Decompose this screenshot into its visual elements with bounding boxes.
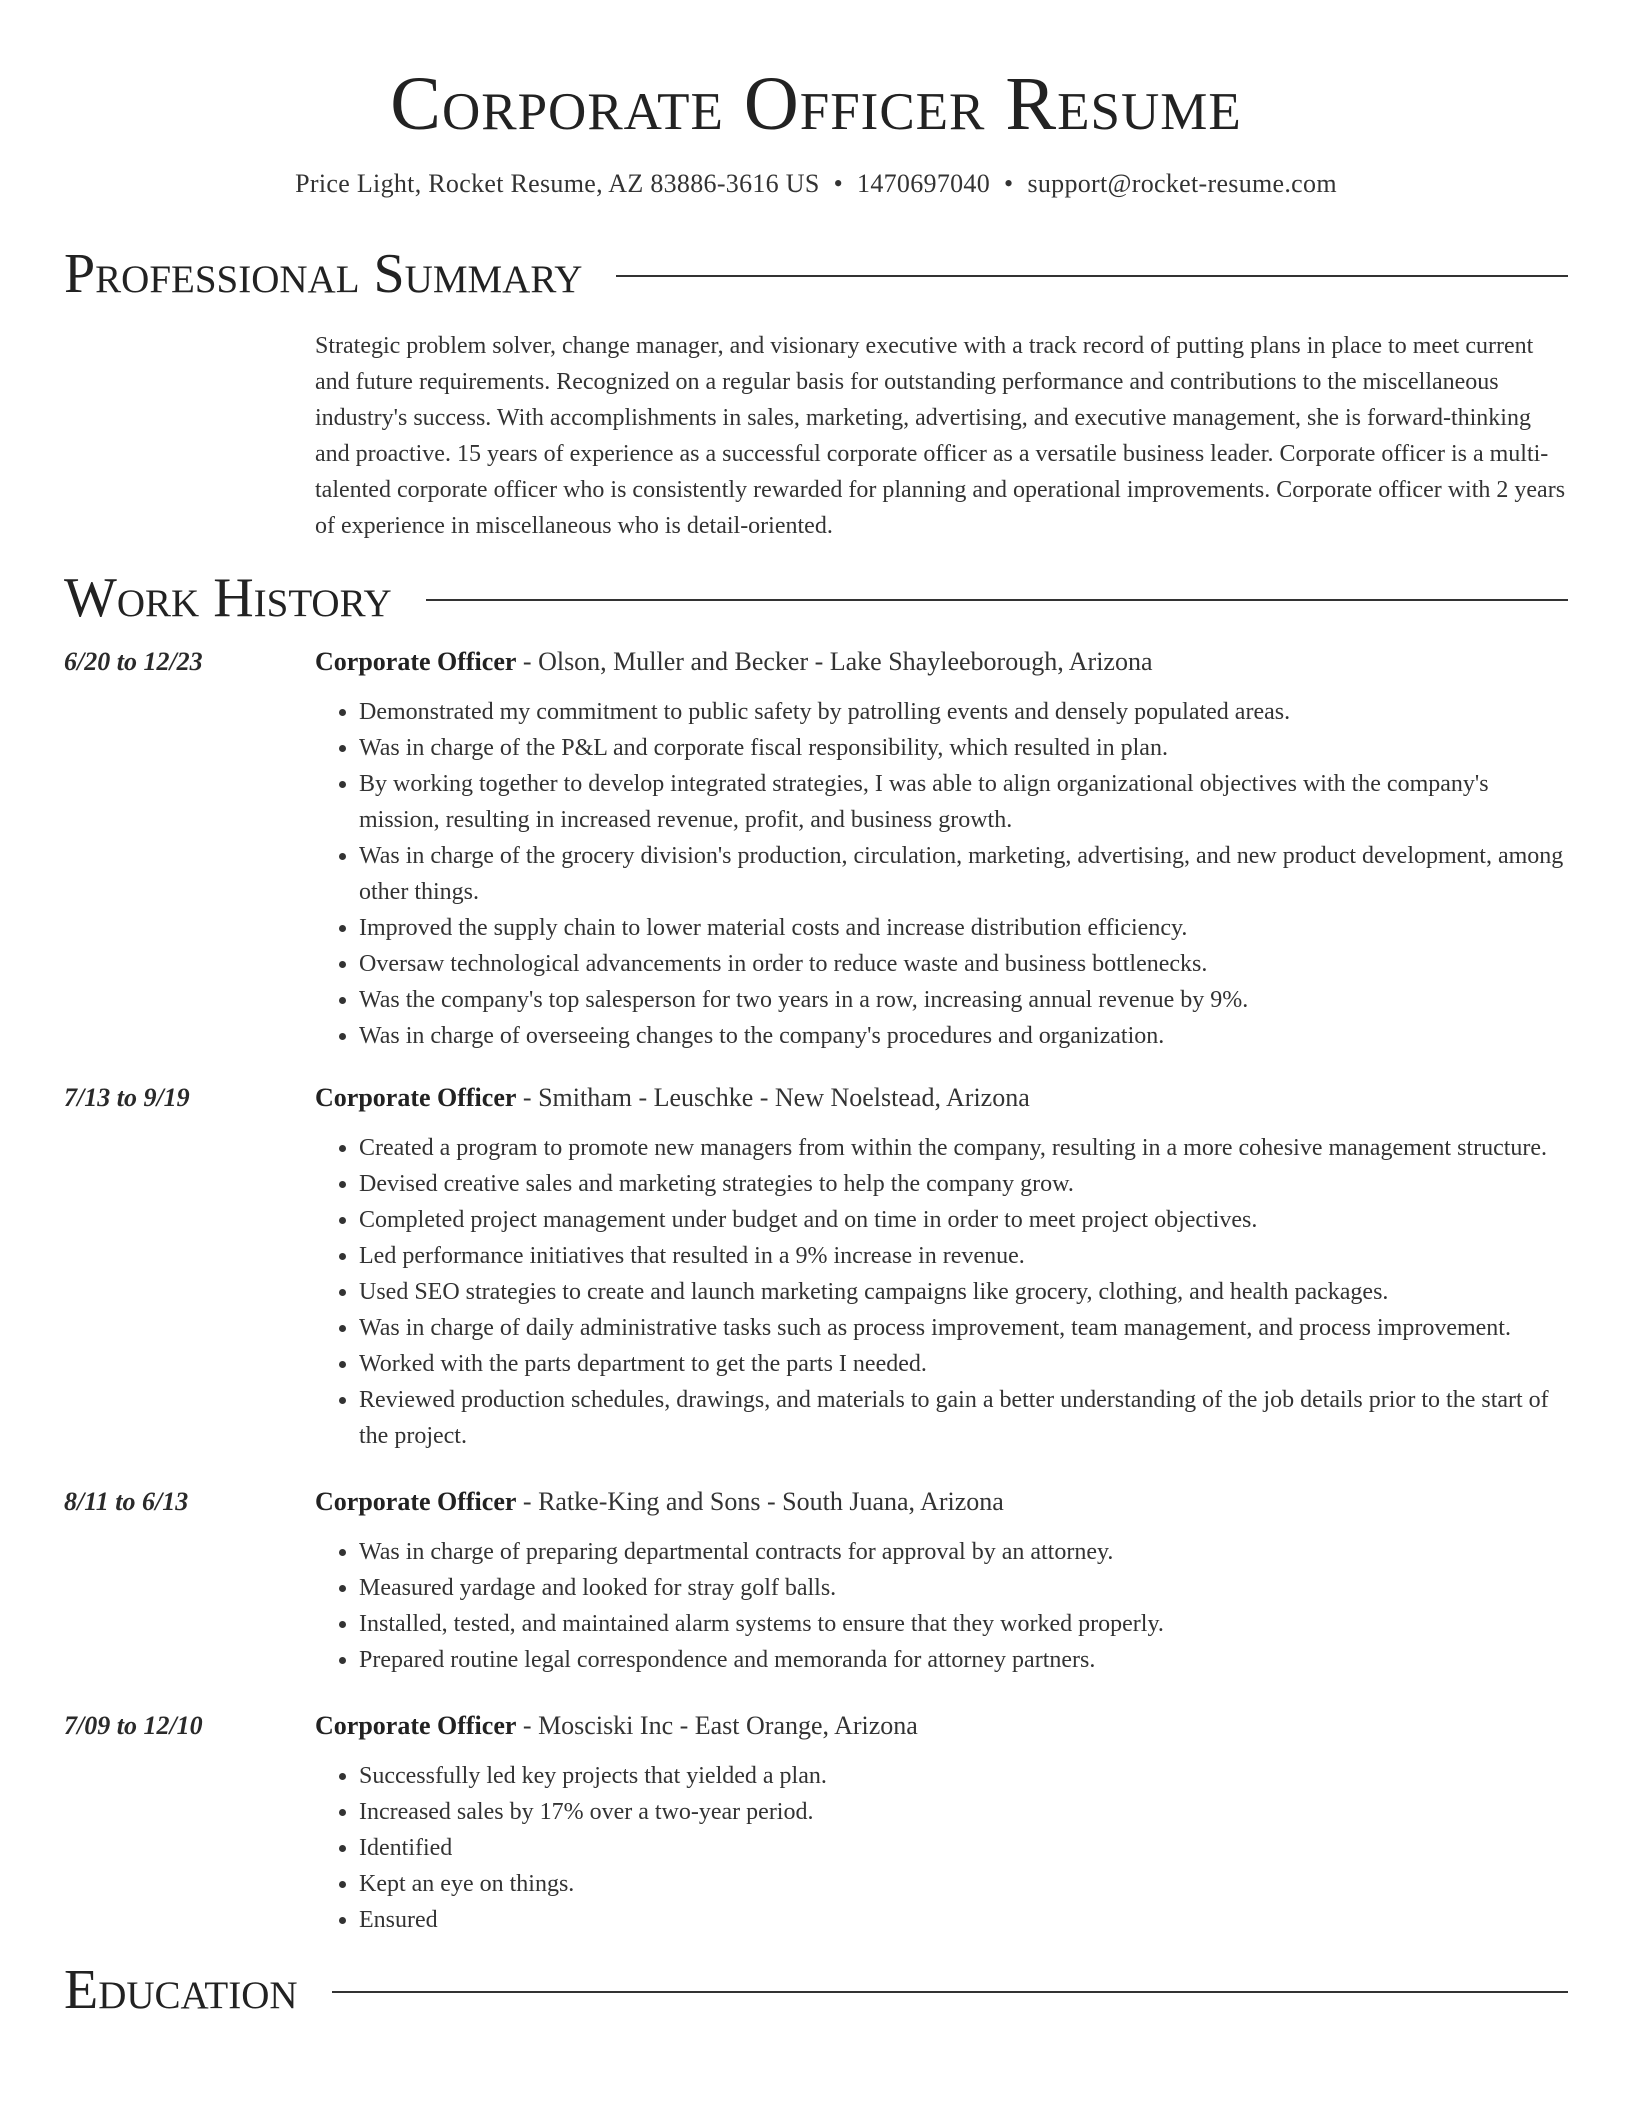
job-bullet: • Oversaw technological advancements in order to reduce waste and business bottlenecks. [359,946,1568,982]
job-bullet: • By working together to develop integrated strategies, I was able to align organizational objectives with the company's mission, resulting in increased revenue, profit, and business growth. [359,766,1568,838]
job-bullet: • Installed, tested, and maintained alarm systems to ensure that they worked properly. [359,1606,1568,1642]
section-divider [332,1991,1568,1993]
job-entry [64,1486,1568,1678]
job-title-line [315,646,1568,678]
contact-address: Price Light, Rocket Resume, AZ 83886-3616 US [295,169,820,198]
job-dates: 7/13 to 9/19 [64,1083,190,1112]
job-body [315,1082,1568,1454]
job-bullet: • Worked with the parts department to get the parts I needed. [359,1346,1568,1382]
job-bullet: • Increased sales by 17% over a two-year period. [359,1794,1568,1830]
contact-line [64,168,1568,200]
summary-text: Strategic problem solver, change manager, and visionary executive with a track record of putting plans in place to meet current and future requirements. Recognized on a regular basis for outstanding performance and contributions to the miscellaneous industry's success. With accomplishments in sales, marketing, advertising, and executive management, she is forward-thinking and proactive. 15 years of experience as a successful corporate officer as a versatile business leader. Corporate officer is a multi-talented corporate officer who is consistently rewarded for planning and operational improvements. Corporate officer with 2 years of experience in miscellaneous who is detail-oriented. [315,333,1566,539]
job-bullet: • Devised creative sales and marketing strategies to help the company grow. [359,1166,1568,1202]
resume-page [64,0,1568,2022]
section-divider [616,275,1568,277]
job-entry [64,1082,1568,1454]
summary-section-header [64,242,1568,306]
job-bullet: • Was in charge of daily administrative tasks such as process improvement, team management, and process improvement. [359,1310,1568,1346]
job-body [315,646,1568,1054]
job-bullet: • Prepared routine legal correspondence and memoranda for attorney partners. [359,1642,1568,1678]
job-bullet: • Led performance initiatives that resulted in a 9% increase in revenue. [359,1238,1568,1274]
job-bullet: • Completed project management under budget and on time in order to meet project objectives. [359,1202,1568,1238]
job-bullet: • Demonstrated my commitment to public safety by patrolling events and densely populated areas. [359,694,1568,730]
contact-separator: • [1004,169,1014,198]
job-entry [64,646,1568,1054]
job-bullet: • Was the company's top salesperson for two years in a row, increasing annual revenue by 9%. [359,982,1568,1018]
job-employer: - Olson, Muller and Becker - Lake Shayleeborough, Arizona [516,647,1153,676]
work-section-header [64,566,1568,630]
job-bullet: • Identified [359,1830,1568,1866]
job-bullet: • Was in charge of the grocery division's production, circulation, marketing, advertising, and new product development, among other things. [359,838,1568,910]
job-title-line [315,1710,1568,1742]
job-bullets [315,1130,1568,1454]
job-dates: 6/20 to 12/23 [64,647,203,676]
education-section-header [64,1958,1568,2022]
job-body [315,1710,1568,1938]
job-title-line [315,1486,1568,1518]
job-employer: - Mosciski Inc - East Orange, Arizona [516,1711,918,1740]
job-role: Corporate Officer [315,1487,517,1516]
job-bullet: • Successfully led key projects that yielded a plan. [359,1758,1568,1794]
job-employer: - Ratke-King and Sons - South Juana, Arizona [516,1487,1004,1516]
job-role: Corporate Officer [315,1711,517,1740]
work-heading: Work History [64,567,392,629]
job-bullet: • Improved the supply chain to lower material costs and increase distribution efficiency. [359,910,1568,946]
job-bullets [315,1534,1568,1678]
job-bullet: • Used SEO strategies to create and launch marketing campaigns like grocery, clothing, and health packages. [359,1274,1568,1310]
contact-phone: 1470697040 [857,169,991,198]
job-bullets [315,1758,1568,1938]
job-bullet: • Kept an eye on things. [359,1866,1568,1902]
section-divider [426,599,1568,601]
job-bullet: • Created a program to promote new managers from within the company, resulting in a more cohesive management structure. [359,1130,1568,1166]
job-dates: 7/09 to 12/10 [64,1711,203,1740]
job-bullet: • Was in charge of the P&L and corporate fiscal responsibility, which resulted in plan. [359,730,1568,766]
job-bullet: • Reviewed production schedules, drawings, and materials to gain a better understanding of the job details prior to the start of the project. [359,1382,1568,1454]
job-bullet: • Measured yardage and looked for stray golf balls. [359,1570,1568,1606]
job-bullet: • Was in charge of preparing departmental contracts for approval by an attorney. [359,1534,1568,1570]
contact-separator: • [833,169,844,198]
job-entry [64,1710,1568,1938]
job-role: Corporate Officer [315,647,517,676]
resume-title: Corporate Officer Resume [390,62,1242,146]
job-role: Corporate Officer [315,1083,517,1112]
job-bullet: • Ensured [359,1902,1568,1938]
summary-heading: Professional Summary [64,243,583,305]
job-body [315,1486,1568,1678]
job-bullets [315,694,1568,1054]
job-dates: 8/11 to 6/13 [64,1487,189,1516]
job-title-line [315,1082,1568,1114]
contact-email: support@rocket-resume.com [1027,169,1337,198]
job-bullet: • Was in charge of overseeing changes to the company's procedures and organization. [359,1018,1568,1054]
education-heading: Education [64,1959,298,2021]
job-employer: - Smitham - Leuschke - New Noelstead, Arizona [516,1083,1030,1112]
